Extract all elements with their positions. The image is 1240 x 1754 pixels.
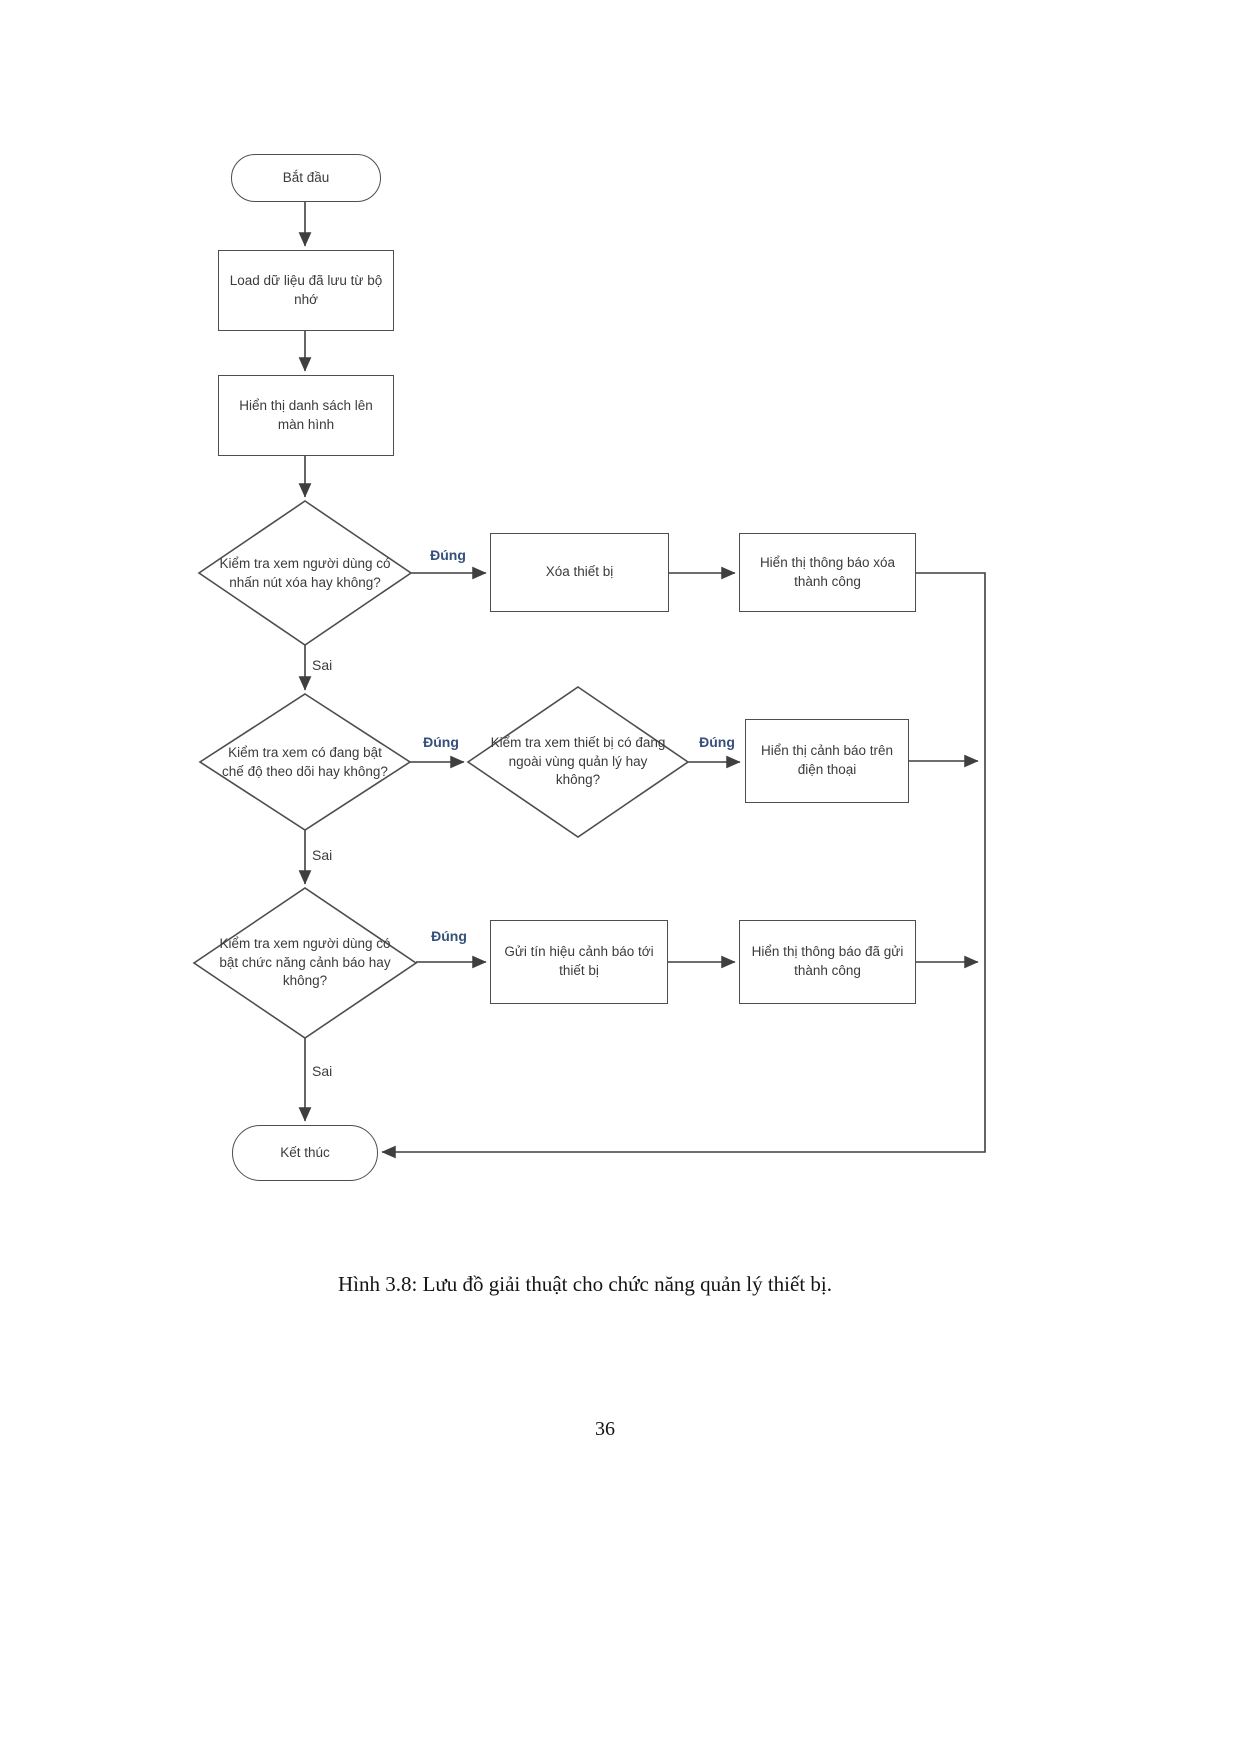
process-delete-device (490, 533, 669, 612)
start-node (231, 154, 381, 202)
decision-check-alert-label: Kiểm tra xem người dùng có bật chức năng cảnh báo hay không? (219, 935, 391, 989)
decision-check-tracking-label: Kiểm tra xem có đang bật chế độ theo dõi hay không? (222, 745, 388, 779)
process-load-data (218, 250, 394, 331)
decision-check-alert (211, 917, 399, 1009)
edge-label-tracking-dung: Đúng (423, 734, 459, 750)
process-show-delete-success (739, 533, 916, 612)
process-send-alert-signal-label: Gửi tín hiệu cảnh báo tới thiết bị (504, 944, 654, 978)
page-number: 36 (595, 1418, 615, 1440)
process-show-list (218, 375, 394, 456)
decision-check-delete (218, 533, 392, 615)
decision-check-zone-label: Kiểm tra xem thiết bị có đang ngoài vùng quản lý hay không? (490, 734, 666, 788)
edge-return-to-end (382, 573, 985, 1152)
process-show-sent-success (739, 920, 916, 1004)
end-node (232, 1125, 378, 1181)
process-delete-device-label: Xóa thiết bị (545, 564, 614, 580)
edge-label-zone-dung: Đúng (699, 734, 735, 750)
figure-caption: Hình 3.8: Lưu đồ giải thuật cho chức năng quản lý thiết bị. (337, 1272, 832, 1296)
process-show-list-label: Hiển thị danh sách lên màn hình (239, 397, 373, 432)
edge-label-tracking-sai: Sai (312, 847, 333, 863)
process-show-phone-alert-label: Hiển thị cảnh báo trên điện thoại (760, 743, 894, 777)
process-show-phone-alert (745, 719, 909, 803)
edge-label-delete-dung: Đúng (430, 547, 466, 563)
edge-label-alert-sai: Sai (312, 1063, 333, 1079)
decision-check-zone (489, 722, 667, 802)
process-send-alert-signal (490, 920, 668, 1004)
decision-check-tracking (221, 724, 389, 802)
process-load-data-label: Load dữ liệu đã lưu từ bộ nhớ (229, 272, 383, 307)
process-show-sent-success-label: Hiển thị thông báo đã gửi thành công (751, 944, 904, 978)
process-show-delete-success-label: Hiển thị thông báo xóa thành công (759, 554, 896, 589)
decision-check-delete-label: Kiểm tra xem người dùng có nhấn nút xóa hay không? (219, 556, 391, 590)
start-node-label: Bắt đầu (282, 169, 330, 185)
edge-label-alert-dung: Đúng (431, 928, 467, 944)
edge-label-delete-sai: Sai (312, 657, 333, 673)
end-node-label: Kết thúc (280, 1144, 330, 1160)
